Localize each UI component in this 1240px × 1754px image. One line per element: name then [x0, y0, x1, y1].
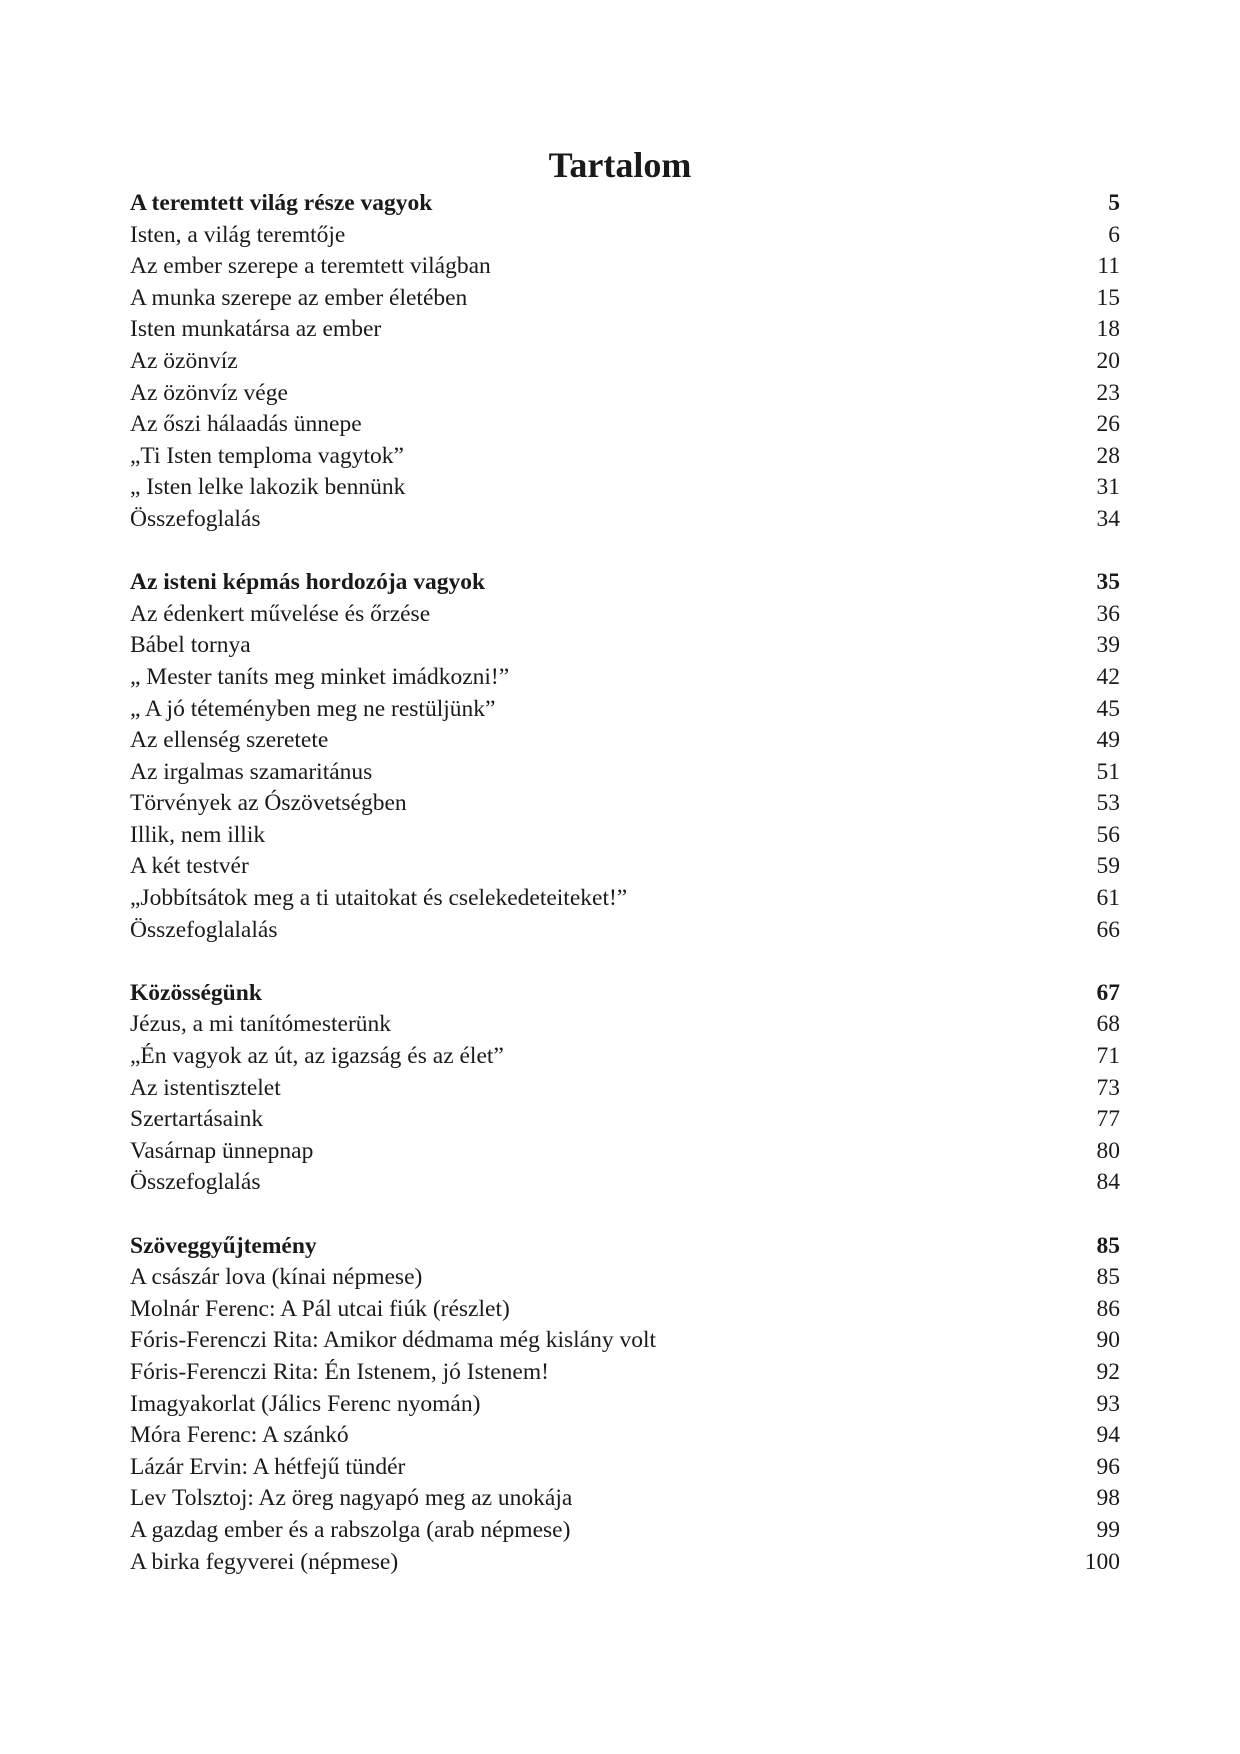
page-number: 86 [1096, 1295, 1120, 1322]
toc-entry [130, 915, 1120, 947]
toc-entry [130, 1452, 1120, 1484]
toc-entry [130, 314, 1120, 346]
toc-entry-label: Bábel tornya [130, 632, 251, 659]
toc-entry-label: Az ember szerepe a teremtett világban [130, 253, 491, 280]
page-number: 53 [1096, 790, 1120, 817]
toc-entry-label: Lev Tolsztoj: Az öreg nagyapó meg az unokája [130, 1485, 573, 1512]
toc-entry-label: Vasárnap ünnepnap [130, 1137, 314, 1164]
section-heading-label: Közösségünk [130, 979, 262, 1006]
toc-entry [130, 1136, 1120, 1168]
toc-entry [130, 346, 1120, 378]
page-number: 49 [1096, 727, 1120, 754]
toc-entry-label: „Ti Isten temploma vagytok” [130, 442, 404, 469]
page-number: 77 [1096, 1106, 1120, 1133]
page-number: 85 [1096, 1264, 1120, 1291]
toc-entry-label: Molnár Ferenc: A Pál utcai fiúk (részlet) [130, 1295, 510, 1322]
toc-entry-label: Szertartásaink [130, 1106, 264, 1133]
toc-entry-label: „ Isten lelke lakozik bennünk [130, 474, 406, 501]
page-number: 36 [1096, 600, 1120, 627]
toc-entry [130, 1073, 1120, 1105]
page-number: 31 [1096, 474, 1120, 501]
toc-entry-label: Móra Ferenc: A szánkó [130, 1422, 349, 1449]
page-number: 96 [1096, 1453, 1120, 1480]
page-number: 45 [1096, 695, 1120, 722]
toc-entry [130, 851, 1120, 883]
toc-entry [130, 1294, 1120, 1326]
page-number: 5 [1108, 190, 1120, 216]
page-number: 84 [1096, 1169, 1120, 1196]
page-number: 92 [1096, 1358, 1120, 1385]
toc-section-heading [130, 567, 1120, 599]
toc-entry-label: Fóris-Ferenczi Rita: Én Istenem, jó Istenem! [130, 1358, 549, 1385]
toc-entry [130, 1009, 1120, 1041]
toc-entry [130, 1104, 1120, 1136]
page-number: 26 [1096, 411, 1120, 438]
toc-entry [130, 1325, 1120, 1357]
page-number: 6 [1108, 221, 1120, 248]
toc-entry-label: A gazdag ember és a rabszolga (arab népmese) [130, 1516, 571, 1543]
toc-entry-label: Illik, nem illik [130, 821, 266, 848]
page-title: Tartalom [548, 145, 692, 185]
toc-entry [130, 220, 1120, 252]
toc-entry-label: Jézus, a mi tanítómesterünk [130, 1011, 392, 1038]
page-number: 71 [1096, 1043, 1120, 1070]
toc-entry-label: Lázár Ervin: A hétfejű tündér [130, 1453, 406, 1480]
page-number: 51 [1096, 758, 1120, 785]
page-number: 42 [1096, 663, 1120, 690]
toc-entry-label: Az özönvíz [130, 347, 238, 374]
toc-entry-label: A munka szerepe az ember életében [130, 284, 468, 311]
toc-entry-label: Az istentisztelet [130, 1074, 281, 1101]
toc-entry-label: Az irgalmas szamaritánus [130, 758, 373, 785]
section-heading-label: Az isteni képmás hordozója vagyok [130, 569, 486, 596]
toc-section [130, 1231, 1120, 1579]
toc-entry [130, 1483, 1120, 1515]
toc-entry [130, 1167, 1120, 1199]
toc-entry-label: Az őszi hálaadás ünnepe [130, 411, 362, 438]
toc-section [130, 188, 1120, 536]
toc-entry-label: Törvények az Ószövetségben [130, 790, 407, 817]
toc-entry-label: Az édenkert művelése és őrzése [130, 600, 431, 627]
page-number: 39 [1096, 632, 1120, 659]
toc-entry [130, 788, 1120, 820]
page-number: 98 [1096, 1485, 1120, 1512]
toc-entry-label: A két testvér [130, 853, 249, 880]
toc-entry [130, 1389, 1120, 1421]
toc-entry-label: Fóris-Ferenczi Rita: Amikor dédmama még kislány volt [130, 1327, 657, 1354]
toc-section-heading [130, 978, 1120, 1010]
toc-section [130, 567, 1120, 946]
toc-entry-label: A birka fegyverei (népmese) [130, 1548, 399, 1575]
toc-entry [130, 1357, 1120, 1389]
page-number: 59 [1096, 853, 1120, 880]
page-number: 20 [1096, 347, 1120, 374]
toc-entry [130, 1262, 1120, 1294]
toc-entry [130, 630, 1120, 662]
page-number: 90 [1096, 1327, 1120, 1354]
page-number: 35 [1096, 569, 1120, 596]
page-number: 68 [1096, 1011, 1120, 1038]
toc-entry [130, 441, 1120, 473]
page-number: 56 [1096, 821, 1120, 848]
toc-entry [130, 504, 1120, 536]
page-number: 18 [1096, 316, 1120, 343]
toc-section [130, 978, 1120, 1199]
page-number: 11 [1097, 253, 1120, 280]
toc-entry-label: Az ellenség szeretete [130, 727, 329, 754]
page-number: 94 [1096, 1422, 1120, 1449]
toc-entry [130, 283, 1120, 315]
toc-entry [130, 1041, 1120, 1073]
toc-entry-label: Imagyakorlat (Jálics Ferenc nyomán) [130, 1390, 481, 1417]
toc-entry [130, 694, 1120, 726]
page-number: 99 [1096, 1516, 1120, 1543]
page-number: 80 [1096, 1137, 1120, 1164]
toc-entry-label: A császár lova (kínai népmese) [130, 1264, 423, 1291]
toc-entry [130, 378, 1120, 410]
toc-entry [130, 883, 1120, 915]
page-number: 66 [1096, 916, 1120, 943]
toc-entry [130, 820, 1120, 852]
toc-entry-label: „Jobbítsátok meg a ti utaitokat és cselekedeteiteket!” [130, 885, 628, 912]
page-number: 85 [1096, 1232, 1120, 1259]
section-heading-label: A teremtett világ része vagyok [130, 190, 433, 216]
page-number: 67 [1096, 979, 1120, 1006]
toc-entry [130, 1515, 1120, 1547]
toc-entry-label: Az özönvíz vége [130, 379, 288, 406]
page-number: 100 [1084, 1548, 1120, 1575]
toc-entry [130, 1547, 1120, 1579]
toc-entry [130, 1420, 1120, 1452]
page-number: 34 [1096, 505, 1120, 532]
page-number: 61 [1096, 885, 1120, 912]
toc-entry-label: Összefoglalás [130, 1169, 261, 1196]
toc-section-heading [130, 188, 1120, 220]
table-of-contents [130, 188, 1120, 1610]
toc-entry-label: Isten, a világ teremtője [130, 221, 346, 248]
toc-entry-label: „ A jó téteményben meg ne restüljünk” [130, 695, 496, 722]
toc-entry [130, 599, 1120, 631]
toc-section-heading [130, 1231, 1120, 1263]
toc-entry-label: Összefoglalalás [130, 916, 278, 943]
toc-entry [130, 662, 1120, 694]
toc-entry [130, 725, 1120, 757]
section-heading-label: Szöveggyűjtemény [130, 1232, 317, 1259]
toc-entry-label: Isten munkatársa az ember [130, 316, 382, 343]
page-number: 15 [1096, 284, 1120, 311]
toc-entry [130, 251, 1120, 283]
page-number: 93 [1096, 1390, 1120, 1417]
toc-entry-label: Összefoglalás [130, 505, 261, 532]
page-number: 23 [1096, 379, 1120, 406]
page-number: 28 [1096, 442, 1120, 469]
toc-entry-label: „ Mester taníts meg minket imádkozni!” [130, 663, 510, 690]
toc-entry [130, 757, 1120, 789]
toc-entry-label: „Én vagyok az út, az igazság és az élet” [130, 1043, 504, 1070]
toc-entry [130, 409, 1120, 441]
page-number: 73 [1096, 1074, 1120, 1101]
toc-entry [130, 472, 1120, 504]
